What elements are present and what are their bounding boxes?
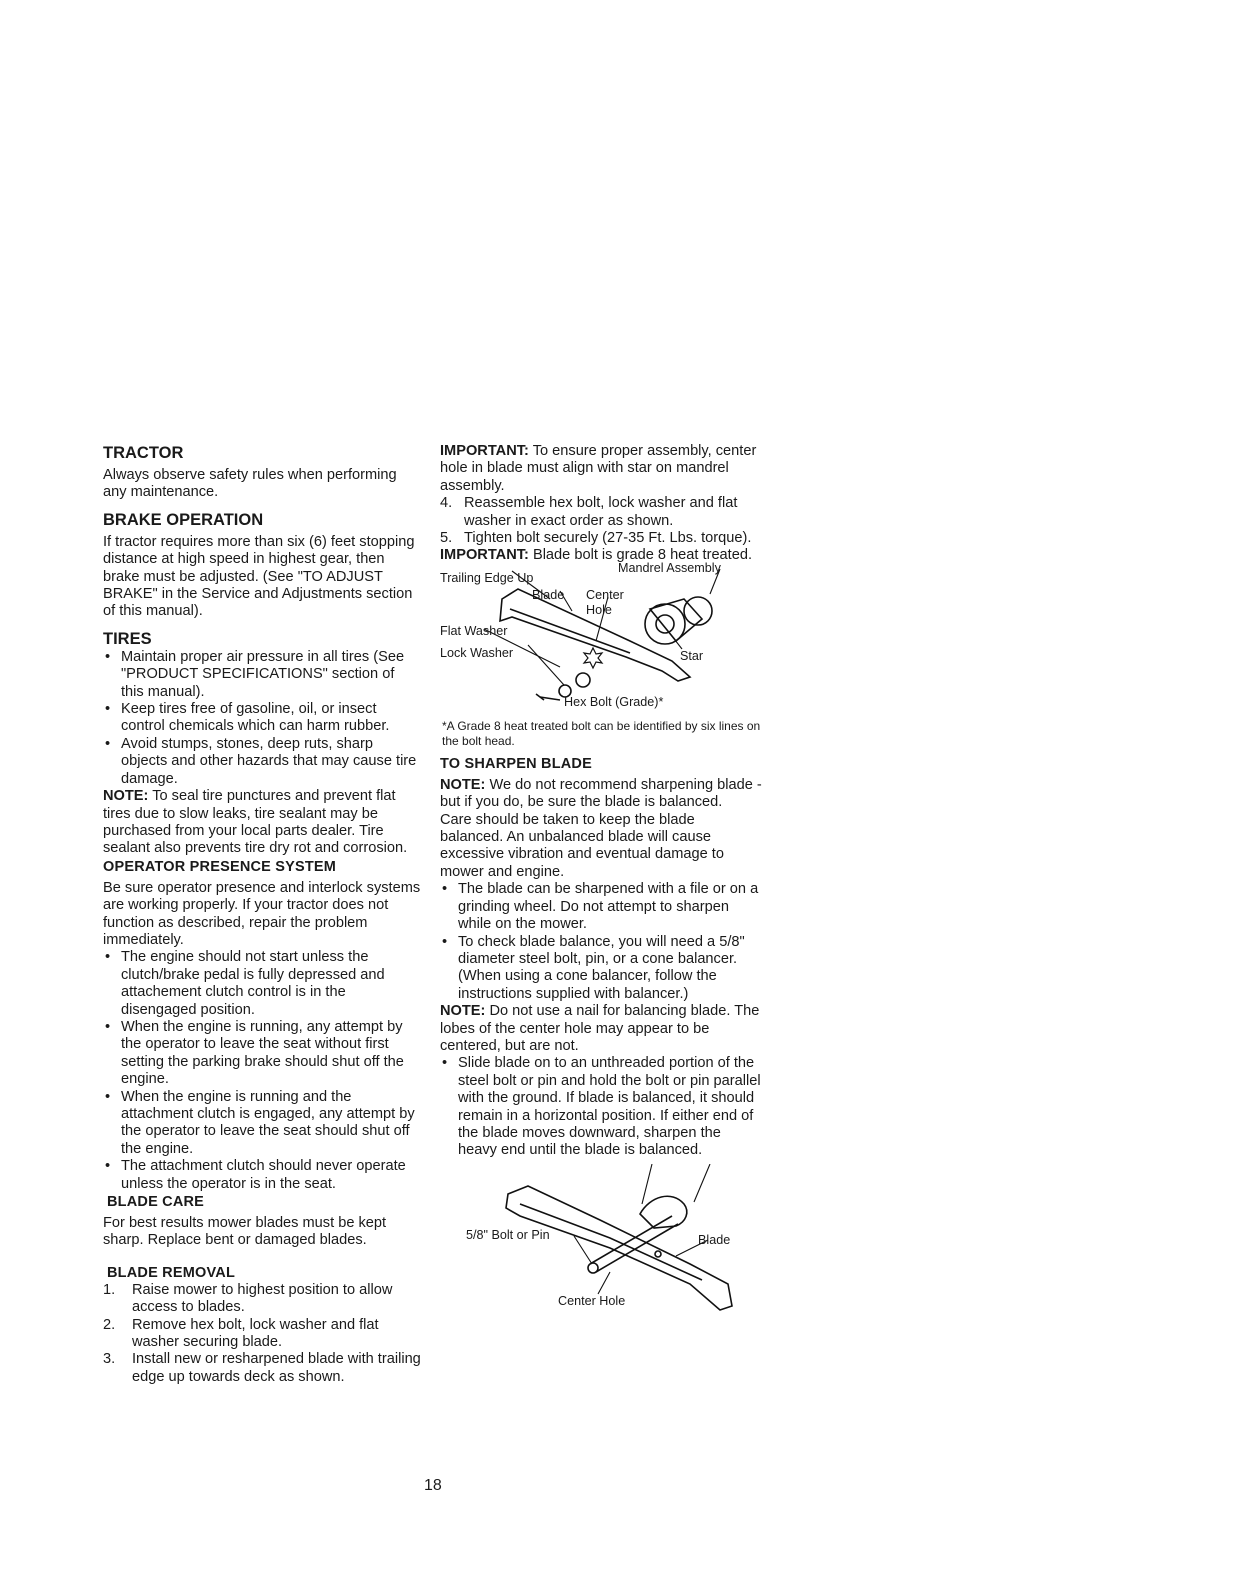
- note-text: Do not use a nail for balancing blade. The lobes of the center hole may appear to be centered, but are not.: [440, 1003, 760, 1054]
- balance-list: [440, 1055, 762, 1159]
- step-text: Raise mower to highest position to allow access to blades.: [132, 1281, 393, 1316]
- right-column: [440, 443, 762, 1322]
- label-blade: Blade: [698, 1232, 731, 1247]
- label-center-hole: Center Hole: [558, 1293, 626, 1308]
- step-number: 3.: [103, 1351, 116, 1368]
- important-text: To ensure proper assembly, center hole in blade must align with star on mandrel assembly.: [440, 443, 757, 494]
- note-label: NOTE:: [440, 1003, 486, 1020]
- list-item: • Keep tires free of gasoline, oil, or insect control chemicals which can harm rubber.: [103, 701, 421, 736]
- tractor-heading: TRACTOR: [103, 444, 184, 462]
- assembly-steps: [440, 495, 762, 547]
- blade-removal-heading: BLADE REMOVAL: [107, 1264, 235, 1281]
- blade-balance-figure: [440, 1164, 762, 1322]
- step-text: Tighten bolt securely (27-35 Ft. Lbs. torque).: [464, 530, 752, 547]
- sharpen-heading: TO SHARPEN BLADE: [440, 755, 592, 772]
- brake-heading: BRAKE OPERATION: [103, 510, 264, 529]
- label-flat-washer: Flat Washer: [440, 623, 508, 638]
- list-item: [440, 530, 762, 547]
- list-item: • When the engine is running and the attachment clutch is engaged, any attempt by the operator to leave the seat should shut off the engine.: [103, 1089, 421, 1159]
- list-item: [103, 1282, 421, 1317]
- important-note-1: [440, 443, 762, 495]
- label-bolt-or-pin: 5/8" Bolt or Pin: [466, 1227, 550, 1242]
- step-number: 4.: [440, 495, 453, 512]
- list-item: • The attachment clutch should never operate unless the operator is in the seat.: [103, 1158, 421, 1193]
- label-center: Center: [586, 587, 624, 602]
- ops-text: Be sure operator presence and interlock systems are working properly. If your tractor does not function as described, repair the problem immediately.: [103, 879, 421, 948]
- sharpen-note-2: [440, 1003, 762, 1055]
- important-label: IMPORTANT:: [440, 443, 529, 459]
- sharpen-note-1: [440, 777, 762, 812]
- list-item: • Avoid stumps, stones, deep ruts, sharp objects and other hazards that may cause tire damage.: [103, 736, 421, 788]
- note-text: We do not recommend sharpening blade - but if you do, be sure the blade is balanced.: [440, 776, 762, 811]
- label-hex-bolt: Hex Bolt (Grade)*: [564, 694, 664, 709]
- important-text: Blade bolt is grade 8 heat treated.: [528, 547, 753, 564]
- label-hole: Hole: [586, 602, 612, 617]
- step-number: 5.: [440, 530, 453, 547]
- step-number: 2.: [103, 1316, 116, 1333]
- list-item: • The engine should not start unless the clutch/brake pedal is fully depressed and attachement clutch control is in the disengaged position.: [103, 949, 421, 1019]
- brake-text: If tractor requires more than six (6) feet stopping distance at high speed in highest gear, then brake must be adjusted. (See "TO ADJUST BRAKE" in the Service and Adjustments section of this manual).: [103, 533, 415, 620]
- tires-heading: TIRES: [103, 629, 152, 648]
- label-trailing-edge: Trailing Edge Up: [440, 570, 534, 585]
- tires-note: [103, 788, 421, 858]
- blade-removal-steps: [103, 1282, 421, 1386]
- note-label: NOTE:: [103, 788, 149, 805]
- note-text: To seal tire punctures and prevent flat tires due to slow leaks, tire sealant may be purchased from your local parts dealer. Tire sealant also prevents tire dry rot and corrosion.: [103, 788, 408, 857]
- note-label: NOTE:: [440, 776, 486, 793]
- tires-list: [103, 649, 421, 788]
- blade-assembly-figure: [440, 560, 762, 719]
- blade-care-heading: BLADE CARE: [107, 1194, 205, 1211]
- list-item: • Slide blade on to an unthreaded portion of the steel bolt or pin and hold the bolt or pin parallel with the ground. If blade is balanced, it should remain in a horizontal position. If either end of the blade moves downward, sharpen the heavy end until the blade is balanced.: [440, 1055, 762, 1159]
- ops-list: [103, 949, 421, 1193]
- step-number: 1.: [103, 1281, 116, 1298]
- left-column: [103, 443, 421, 1386]
- step-text: Remove hex bolt, lock washer and flat washer securing blade.: [132, 1316, 379, 1351]
- list-item: • When the engine is running, any attempt by the operator to leave the seat without first setting the parking brake should shut off the engine.: [103, 1019, 421, 1089]
- figure-footnote: *A Grade 8 heat treated bolt can be identified by six lines on the bolt head.: [442, 718, 761, 748]
- list-item: [103, 1351, 421, 1386]
- list-item: • To check blade balance, you will need a 5/8" diameter steel bolt, pin, or a cone balancer. (When using a cone balancer, follow the instructions supplied with balancer.): [440, 934, 762, 1004]
- list-item: [440, 495, 762, 530]
- list-item: • Maintain proper air pressure in all tires (See "PRODUCT SPECIFICATIONS" section of this manual).: [103, 649, 421, 701]
- list-item: [103, 1317, 421, 1352]
- label-lock-washer: Lock Washer: [440, 645, 514, 660]
- step-text: Reassemble hex bolt, lock washer and flat washer in exact order as shown.: [464, 495, 738, 529]
- important-label: IMPORTANT:: [440, 547, 529, 564]
- ops-heading: OPERATOR PRESENCE SYSTEM: [103, 858, 337, 875]
- page-number: 18: [424, 1477, 442, 1494]
- sharpen-list: [440, 881, 762, 1003]
- label-mandrel-assembly: Mandrel Assembly: [618, 560, 721, 575]
- blade-care-text: For best results mower blades must be kept sharp. Replace bent or damaged blades.: [103, 1215, 387, 1249]
- sharpen-text: Care should be taken to keep the blade balanced. An unbalanced blade will cause excessive vibration and eventual damage to mower and engine.: [440, 811, 724, 880]
- tractor-text: Always observe safety rules when performing any maintenance.: [103, 467, 397, 501]
- label-star: Star: [680, 648, 704, 663]
- list-item: • The blade can be sharpened with a file or on a grinding wheel. Do not attempt to sharpen while on the mower.: [440, 881, 762, 933]
- step-text: Install new or resharpened blade with trailing edge up towards deck as shown.: [132, 1351, 421, 1385]
- label-blade: Blade: [532, 587, 565, 602]
